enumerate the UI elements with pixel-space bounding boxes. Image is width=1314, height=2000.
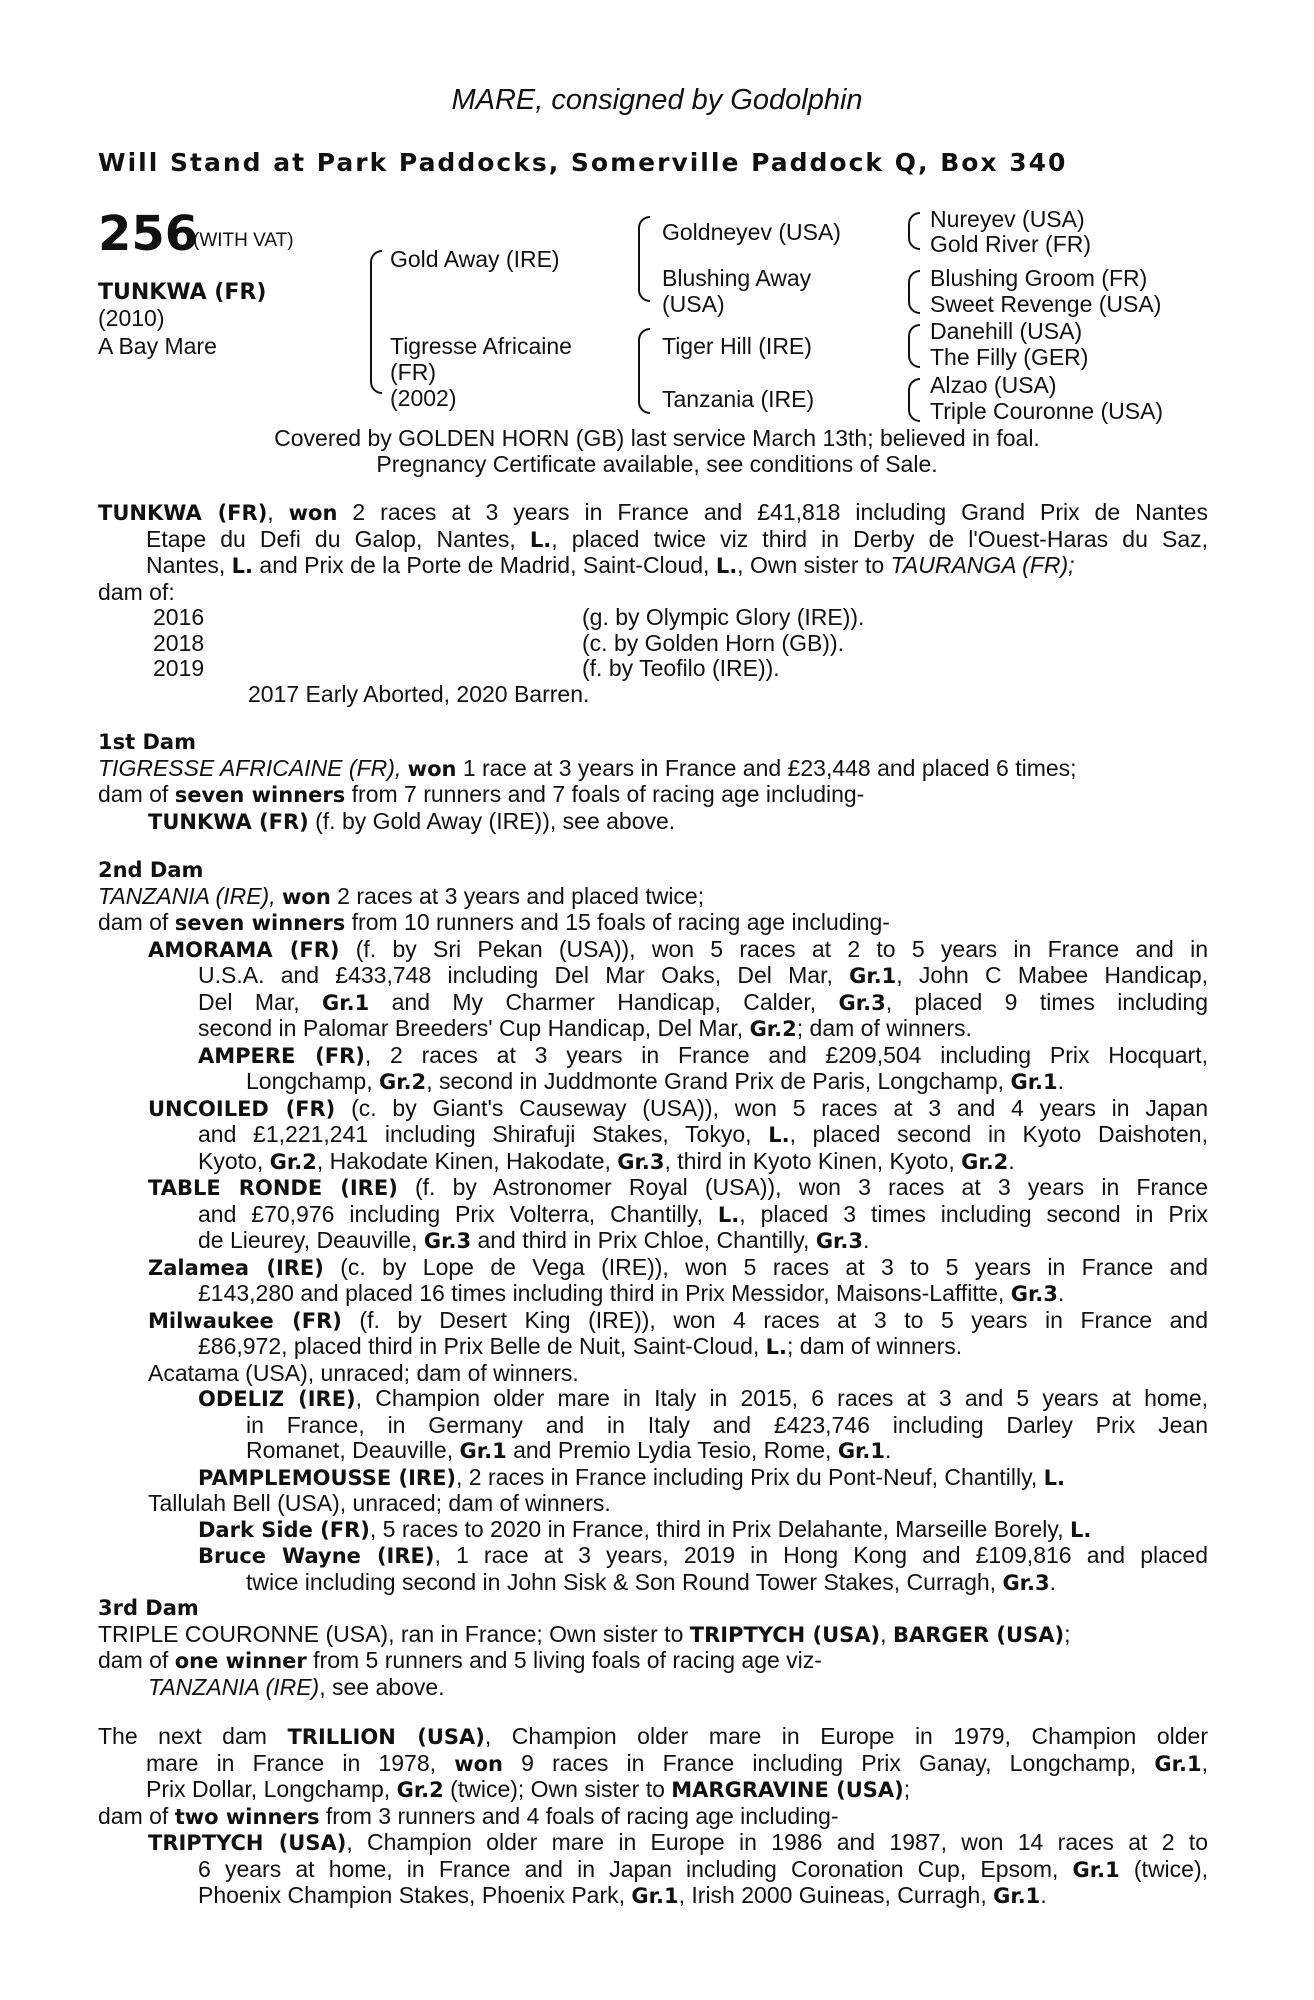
lot-description: A Bay Mare [98, 333, 217, 359]
pedigree-dsd: The Filly (GER) [930, 344, 1089, 370]
pedigree-brace-sire [638, 216, 650, 302]
pedigree-ssd: Gold River (FR) [930, 231, 1092, 257]
pedigree-brace-sd [908, 270, 920, 314]
pedigree-brace-ds [908, 324, 920, 368]
pedigree-ddd: Triple Couronne (USA) [930, 398, 1164, 424]
racing-record: TUNKWA (FR), won 2 races at 3 years in France and £41,818 including Grand Prix de Nantes Etape du Defi du Galop, Nantes, L., placed twice viz third in Derby de l'Ouest-Haras du Saz, Nantes, L. and Prix de la Porte de Madrid, Saint-Cloud, L., Own sister to TAURANGA (FR); dam of: 2016 (g. by Olympic Glory (IRE)). 2018 (c. by Golden Horn (GB)). 2019 (f. by Teofilo (IRE)). 2017 Early Aborted, 2020 Barren. [98, 499, 1208, 707]
covered-line1: Covered by GOLDEN HORN (GB) last service March 13th; believed in foal. [274, 425, 1040, 451]
lot-number: 256 [98, 206, 199, 262]
pedigree-sire-dam-line1: Blushing Away [662, 265, 812, 291]
produce-row: 2018 (c. by Golden Horn (GB)). [153, 629, 845, 656]
produce-row: 2019 (f. by Teofilo (IRE)). [153, 655, 780, 681]
pedigree-dam-line3: (2002) [390, 385, 457, 411]
pedigree-sdd: Sweet Revenge (USA) [930, 291, 1162, 317]
racing-name: TUNKWA (FR) [98, 501, 268, 525]
pedigree-sire-sire: Goldneyev (USA) [662, 219, 841, 245]
lot-name: TUNKWA (FR) [98, 280, 267, 305]
third-dam-heading: 3rd Dam [98, 1596, 199, 1620]
pedigree-dam-line1: Tigresse Africaine [390, 333, 572, 359]
third-dam-section: 3rd Dam TRIPLE COURONNE (USA), ran in France; Own sister to TRIPTYCH (USA), BARGER (USA); dam of one winner from 5 runners and 5 living foals of racing age viz- TANZANIA (IRE), see above. [98, 1596, 1208, 1700]
first-dam-heading: 1st Dam [98, 730, 196, 754]
pedigree-sds: Blushing Groom (FR) [930, 265, 1148, 291]
pedigree-brace-main [370, 250, 382, 394]
next-dam-section: The next dam TRILLION (USA), Champion older mare in Europe in 1979, Champion older mare in France in 1978, won 9 races in France including Prix Ganay, Longchamp, Gr.1, Prix Dollar, Longchamp, Gr.2 (twice); Own sister to MARGRAVINE (USA); dam of two winners from 3 runners and 4 foals of racing age including- TRIPTYCH (USA), Champion older mare in Europe in 1986 and 1987, won 14 races at 2 to 6 years at home, in France and in Japan including Coronation Cup, Epsom, Gr.1 (twice), Phoenix Champion Stakes, Phoenix Park, Gr.1, Irish 2000 Guineas, Curragh, Gr.1. [98, 1723, 1209, 1908]
lot-year: (2010) [98, 305, 165, 331]
racing-won: won [288, 501, 338, 525]
second-dam-heading: 2nd Dam [98, 858, 204, 882]
pedigree-dam-dam: Tanzania (IRE) [662, 386, 815, 412]
pedigree-sire: Gold Away (IRE) [390, 246, 560, 272]
pedigree-brace-ss [908, 212, 920, 250]
pedigree-sss: Nureyev (USA) [930, 206, 1085, 232]
first-dam-section: 1st Dam TIGRESSE AFRICAINE (FR), won 1 race at 3 years in France and £23,448 and placed 6 times; dam of seven winners from 7 runners and 7 foals of racing age including- TUNKWA (FR) (f. by Gold Away (IRE)), see above. [98, 730, 1208, 835]
pedigree-brace-dd [908, 378, 920, 422]
pedigree-dss: Danehill (USA) [930, 318, 1083, 344]
pedigree-sire-dam-line2: (USA) [662, 291, 725, 317]
pedigree-dam-line2: (FR) [390, 359, 436, 385]
pedigree-brace-dam [638, 328, 650, 414]
lot-vat: (WITH VAT) [193, 230, 294, 251]
pedigree-dam-sire: Tiger Hill (IRE) [662, 333, 812, 359]
produce-row: 2016 (g. by Olympic Glory (IRE)). [153, 604, 865, 630]
stand-location: Will Stand at Park Paddocks, Somerville Paddock Q, Box 340 [98, 148, 1068, 177]
second-dam-section: 2nd Dam TANZANIA (IRE), won 2 races at 3 years and placed twice; dam of seven winners from 10 runners and 15 foals of racing age including- AMORAMA (FR) (f. by Sri Pekan (USA)), won 5 races at 2 to 5 years in France and in U.S.A. and £433,748 including Del Mar Oaks, Del Mar, Gr.1, John C Mabee Handicap, Del Mar, Gr.1 and My Charmer Handicap, Calder, Gr.3, placed 9 times including second in Palomar Breeders' Cup Handicap, Del Mar, Gr.2; dam of winners. AMPERE (FR), 2 races at 3 years in France and £209,504 including Prix Hocquart, Longchamp, Gr.2, second in Juddmonte Grand Prix de Paris, Longchamp, Gr.1. UNCOILED (FR) (c. by Giant's Causeway (USA)), won 5 races at 3 and 4 years in Japan and £1,221,241 including Shirafuji Stakes, Tokyo, L., placed second in Kyoto Daishoten, Kyoto, Gr.2, Hakodate Kinen, Hakodate, Gr.3, third in Kyoto Kinen, Kyoto, Gr.2. TABLE RONDE (IRE) (f. by Astronomer Royal (USA)), won 3 races at 3 years in France and £70,976 including Prix Volterra, Chantilly, L., placed 3 times including second in Prix de Lieurey, Deauville, Gr.3 and third in Prix Chloe, Chantilly, Gr.3. Zalamea (IRE) (c. by Lope de Vega (IRE)), won 5 races at 3 to 5 years in France and £143,280 and placed 16 times including third in Prix Messidor, Maisons-Laffitte, Gr.3. Milwaukee (FR) (f. by Desert King (IRE)), won 4 races at 3 to 5 years in France and £86,972, placed third in Prix Belle de Nuit, Saint-Cloud, L.; dam of winners. Acatama (USA), unraced; dam of winners. ODELIZ (IRE), Champion older mare in Italy in 2015, 6 races at 3 and 5 years at home, in France, in Germany and in Italy and £423,746 including Darley Prix Jean Romanet, Deauville, Gr.1 and Premio Lydia Tesio, Rome, Gr.1. PAMPLEMOUSSE (IRE), 2 races in France including Prix du Pont-Neuf, Chantilly, L. Tallulah Bell (USA), unraced; dam of winners. Dark Side (FR), 5 races to 2020 in France, third in Prix Delahante, Marseille Borely, L. Bruce Wayne (IRE), 1 race at 3 years, 2019 in Hong Kong and £109,816 and placed twice including second in John Sisk & Son Round Tower Stakes, Curragh, Gr.3. [98, 858, 1209, 1595]
covered-line2: Pregnancy Certificate available, see conditions of Sale. [376, 451, 938, 477]
page-title: MARE, consigned by Godolphin [451, 84, 863, 116]
pedigree-dds: Alzao (USA) [930, 372, 1057, 398]
